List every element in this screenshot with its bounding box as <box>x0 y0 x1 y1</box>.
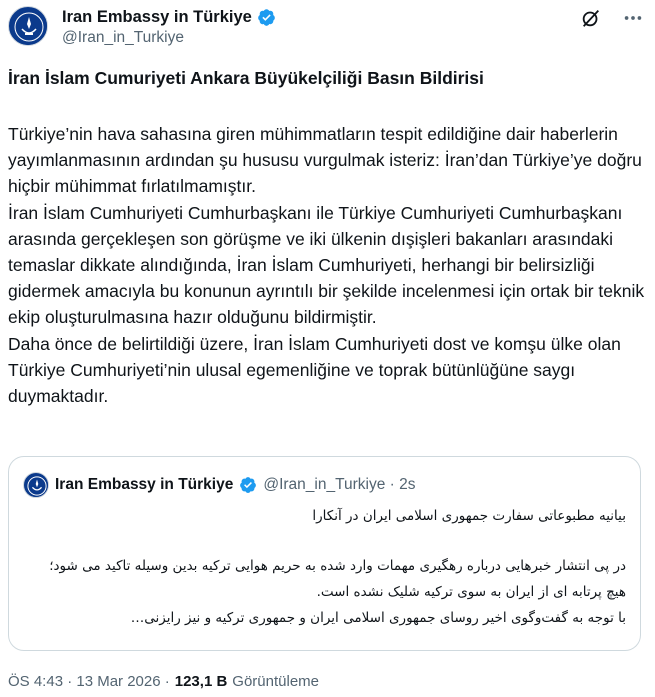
quoted-title: بیانیه مطبوعاتی سفارت جمهوری اسلامی ایران در آنکارا <box>312 508 626 524</box>
verified-badge-icon <box>239 476 257 494</box>
view-label: Görüntüleme <box>232 673 320 690</box>
quoted-post[interactable] <box>8 456 641 651</box>
embassy-emblem-icon <box>24 473 49 498</box>
post-paragraph: İran İslam Cumhuriyeti Cumhurbaşkanı ile Türkiye Cumhuriyeti Cumhurbaşkanı arasında gerçekleşen son görüşme ve iki ülkenin dışişleri bakanları arasındaki temaslar dikkate alındığında, İran İslam Cumhuriyeti, herhangi bir belirsizliği gidermek amacıyla bu konunun ayrıntılı bir şekilde incelenmesi için ortak bir teknik ekip oluşturulmasına hazır olduğunu bildirmiştir. <box>8 202 645 328</box>
header-actions <box>579 6 645 30</box>
post-paragraph: Türkiye’nin hava sahasına giren mühimmatların tespit edildiğine dair haberlerin yayımlanmasının ardından şu hususu vurgulmak isteriz: İran’dan Türkiye’ye doğru hiçbir mühimmat fırlatılmamıştır. <box>8 124 642 197</box>
quoted-post-header <box>23 472 415 498</box>
quoted-paragraph: در پی انتشار خبرهایی درباره رهگیری مهمات وارد شده به حریم هوایی ترکیه بدین وسیله تاکید می شود؛ هیچ پرتابه ای از ایران به سوی ترکیه شلیک نشده است. <box>49 558 626 600</box>
quoted-post-body <box>26 503 626 631</box>
quoted-paragraph: با توجه به گفت‌وگوی اخیر روسای جمهوری اسلامی ایران و جمهوری ترکیه و نیز رایزنی… <box>130 610 626 626</box>
author-display-name[interactable]: Iran Embassy in Türkiye <box>62 8 252 26</box>
post-meta <box>8 673 319 690</box>
embassy-emblem-icon <box>9 7 48 46</box>
more-icon[interactable] <box>621 6 645 30</box>
post-title: İran İslam Cumuriyeti Ankara Büyükelçiliği Basın Bildirisi <box>8 68 484 88</box>
view-count: 123,1 B <box>174 673 228 690</box>
author-name-row[interactable] <box>62 8 276 27</box>
grok-icon[interactable] <box>579 6 603 30</box>
author-handle[interactable]: @Iran_in_Turkiye <box>62 29 184 46</box>
post-body <box>8 121 648 409</box>
post-paragraph: Daha önce de belirtildiği üzere, İran İslam Cumhuriyeti dost ve komşu ülke olan Türkiye Cumhuriyeti’nin ulusal egemenliğine ve toprak bütünlüğüne saygı duymaktadır. <box>8 333 621 407</box>
verified-badge-icon <box>257 8 276 27</box>
post-header <box>8 6 645 50</box>
quoted-avatar[interactable] <box>23 472 49 498</box>
avatar[interactable] <box>8 6 48 46</box>
post-timestamp[interactable]: ÖS 4:43 · 13 Mar 2026 · <box>8 673 170 690</box>
quoted-handle-time[interactable]: @Iran_in_Turkiye · 2s <box>263 476 416 493</box>
paragraph-spacer <box>26 529 626 553</box>
quoted-display-name[interactable]: Iran Embassy in Türkiye <box>55 476 234 493</box>
